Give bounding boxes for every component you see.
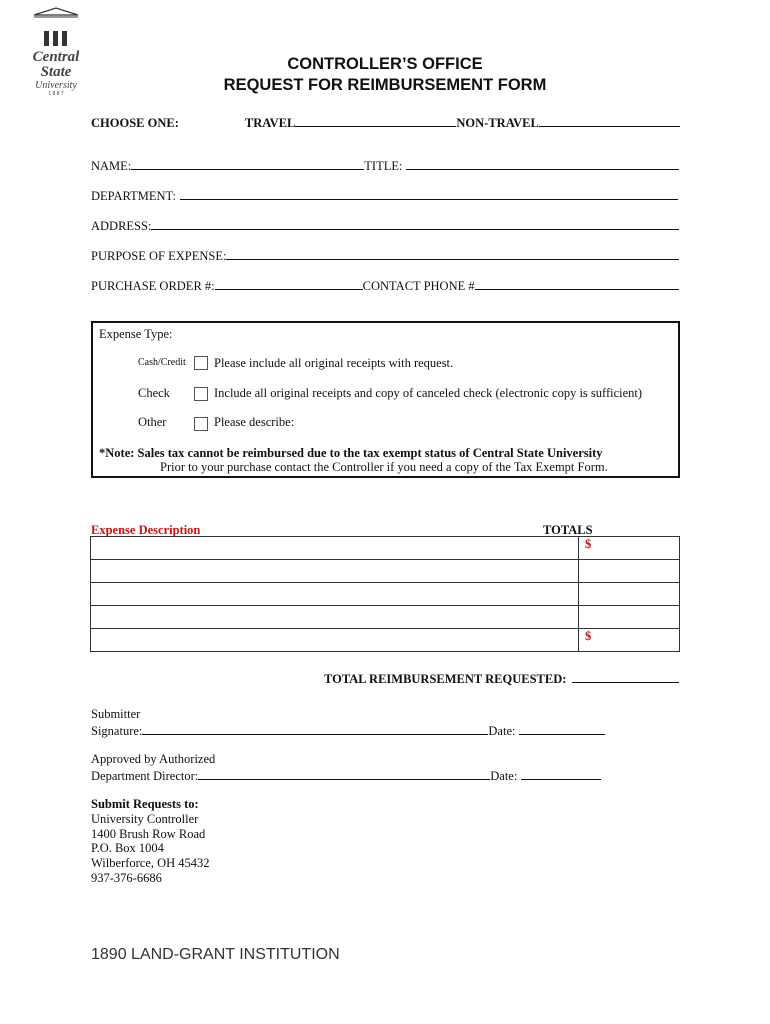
submit-line: University Controller xyxy=(91,811,199,826)
po-label: PURCHASE ORDER #: xyxy=(91,279,215,293)
expense-type-heading: Expense Type: xyxy=(99,327,173,341)
approver-signature-field[interactable] xyxy=(198,767,490,780)
phone-label: CONTACT PHONE # xyxy=(362,279,475,293)
table-row xyxy=(91,629,680,652)
approver-signature-label: Department Director: xyxy=(91,769,199,783)
submit-address-block xyxy=(91,797,210,886)
expense-table xyxy=(90,536,680,652)
submit-line: 1400 Brush Row Road xyxy=(91,826,206,841)
submitter-signature-row xyxy=(91,722,605,739)
approver-date-label: Date: xyxy=(490,769,518,783)
phone-field[interactable] xyxy=(475,277,679,290)
submit-line: P.O. Box 1004 xyxy=(91,841,164,856)
tax-note-contact: Prior to your purchase contact the Controller if you need a copy of the Tax Exempt Form. xyxy=(160,460,608,474)
name-title-row xyxy=(91,157,681,174)
cash-credit-desc: Please include all original receipts with request. xyxy=(214,356,454,370)
expense-desc-cell[interactable] xyxy=(91,606,579,629)
purpose-label: PURPOSE OF EXPENSE: xyxy=(91,249,227,263)
totals-header: TOTALS xyxy=(543,523,593,537)
non-travel-field[interactable] xyxy=(539,114,680,127)
purpose-row xyxy=(91,247,681,264)
expense-total-cell[interactable] xyxy=(579,537,680,560)
logo-line1: Central xyxy=(32,49,80,65)
expense-description-header: Expense Description xyxy=(91,523,201,537)
expense-total-cell[interactable] xyxy=(579,560,680,583)
expense-desc-cell[interactable] xyxy=(91,629,579,652)
table-row xyxy=(91,606,680,629)
logo-year: 1 8 8 7 xyxy=(48,91,64,97)
submitter-signature-field[interactable] xyxy=(142,722,488,735)
check-desc: Include all original receipts and copy of canceled check (electronic copy is sufficient) xyxy=(214,386,643,400)
non-travel-label: NON-TRAVEL xyxy=(456,116,539,130)
expense-type-box xyxy=(91,321,680,478)
expense-desc-cell[interactable] xyxy=(91,537,579,560)
address-field[interactable] xyxy=(151,217,679,230)
approver-signature-row xyxy=(91,767,601,784)
form-office-title: CONTROLLER’S OFFICE xyxy=(287,55,483,73)
submitter-label: Submitter xyxy=(91,707,141,721)
submit-heading: Submit Requests to: xyxy=(91,797,199,811)
other-desc: Please describe: xyxy=(214,415,295,429)
logo-line2: State xyxy=(40,64,72,80)
address-label: ADDRESS: xyxy=(91,219,152,233)
expense-total-cell[interactable] xyxy=(579,606,680,629)
title-label: TITLE: xyxy=(364,159,403,173)
check-checkbox[interactable] xyxy=(194,387,208,401)
submitter-date-label: Date: xyxy=(488,724,516,738)
cash-credit-label: Cash/Credit xyxy=(138,357,186,368)
po-field[interactable] xyxy=(215,277,363,290)
expense-total-cell[interactable] xyxy=(579,583,680,606)
check-label: Check xyxy=(138,386,170,400)
total-reimbursement-field[interactable] xyxy=(572,670,679,683)
footer-tagline: 1890 LAND-GRANT INSTITUTION xyxy=(91,946,340,963)
tax-note: *Note: Sales tax cannot be reimbursed due to the tax exempt status of Central State University xyxy=(99,446,603,460)
choose-one-label: CHOOSE ONE: xyxy=(91,116,179,130)
cash-credit-checkbox[interactable] xyxy=(194,356,208,370)
department-label: DEPARTMENT: xyxy=(91,189,176,203)
department-row xyxy=(91,187,681,204)
submitter-date-field[interactable] xyxy=(519,722,605,735)
approver-label: Approved by Authorized xyxy=(91,752,216,766)
submit-line: Wilberforce, OH 45432 xyxy=(91,856,210,871)
logo-line3: University xyxy=(35,80,77,91)
approver-date-field[interactable] xyxy=(521,767,601,780)
purpose-field[interactable] xyxy=(226,247,679,260)
table-row xyxy=(91,583,680,606)
name-field[interactable] xyxy=(131,157,364,170)
currency-symbol-total: $ xyxy=(585,629,592,643)
total-reimbursement-label: TOTAL REIMBURSEMENT REQUESTED: xyxy=(324,672,567,686)
expense-desc-cell[interactable] xyxy=(91,583,579,606)
name-label: NAME: xyxy=(91,159,132,173)
choose-one-row xyxy=(91,114,681,131)
columns-icon xyxy=(30,6,82,46)
table-row xyxy=(91,560,680,583)
total-reimbursement-row xyxy=(324,670,679,687)
other-checkbox[interactable] xyxy=(194,417,208,431)
submit-line: 937-376-6686 xyxy=(91,870,162,885)
travel-label: TRAVEL xyxy=(244,116,296,130)
expense-total-cell[interactable] xyxy=(579,629,680,652)
form-title: REQUEST FOR REIMBURSEMENT FORM xyxy=(223,76,547,94)
submitter-signature-label: Signature: xyxy=(91,724,143,738)
address-row xyxy=(91,217,681,234)
title-field[interactable] xyxy=(406,157,679,170)
other-label: Other xyxy=(138,415,167,429)
department-field[interactable] xyxy=(180,187,678,200)
expense-desc-cell[interactable] xyxy=(91,560,579,583)
travel-field[interactable] xyxy=(295,114,456,127)
po-phone-row xyxy=(91,277,681,294)
currency-symbol: $ xyxy=(585,537,592,551)
table-row xyxy=(91,537,680,560)
